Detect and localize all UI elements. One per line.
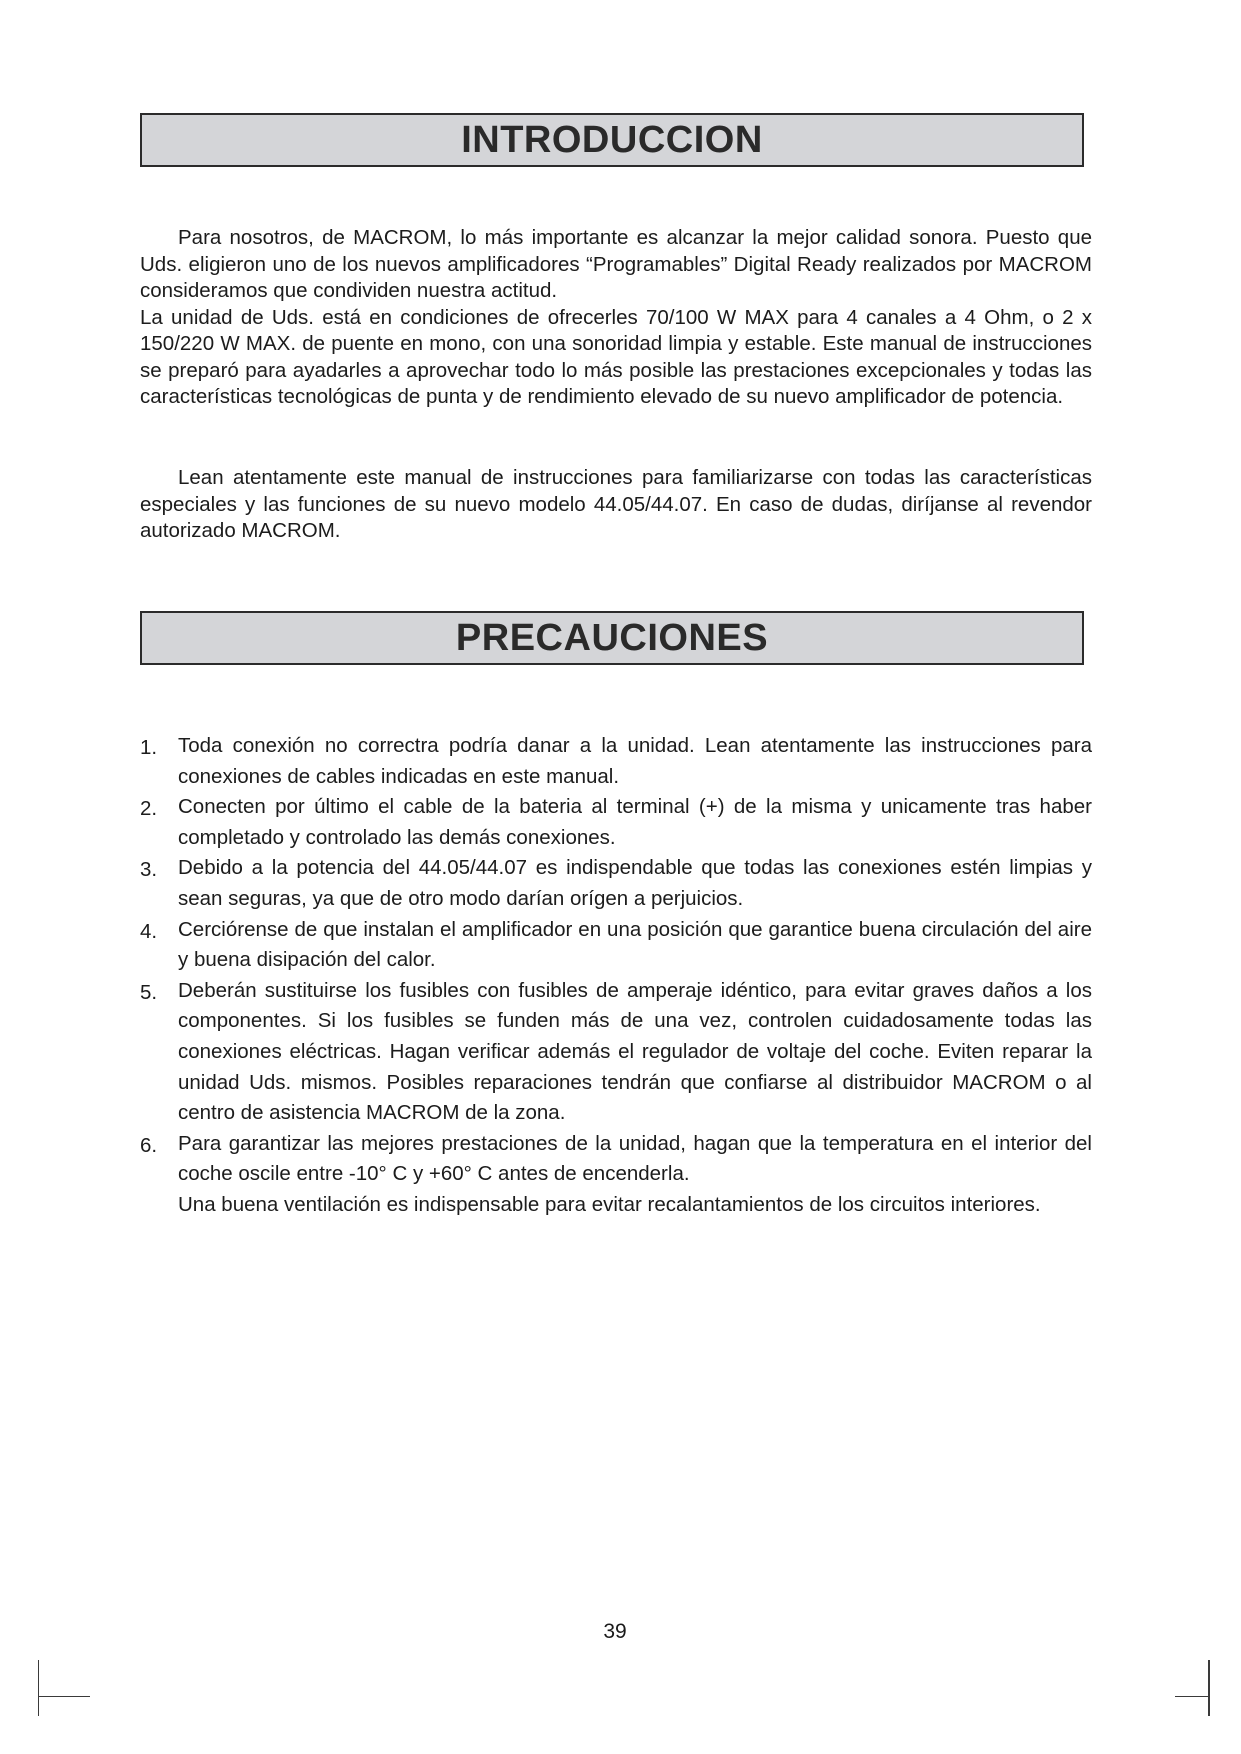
precaution-item-6 [140, 1129, 1092, 1221]
precaution-text: Toda conexión no correctra podría danar a la unidad. Lean atentamente las instrucciones para conexiones de cables indicadas en este manual. [178, 734, 1092, 788]
crop-mark-left-vertical [38, 1660, 39, 1716]
precaution-extra-text: Una buena ventilación es indispensable para evitar recalantamientos de los circuitos interiores. [178, 1192, 1041, 1216]
introduccion-heading-banner [140, 113, 1084, 167]
precautions-list [140, 731, 1092, 1221]
precaution-item-4 [140, 915, 1092, 976]
precaution-item-3 [140, 853, 1092, 914]
precaution-number: 5. [140, 980, 158, 1004]
precauciones-title: PRECAUCIONES [455, 617, 769, 659]
precaution-number: 4. [140, 919, 158, 943]
precaution-text: Conecten por último el cable de la bateria al terminal (+) de la misma y unicamente tras haber completado y controlado las demás conexiones. [178, 795, 1092, 849]
crop-mark-right-horizontal [1175, 1696, 1210, 1697]
introduction-paragraph-1a: Para nosotros, de MACROM, lo más importante es alcanzar la mejor calidad sonora. Puesto que Uds. eligieron uno de los nuevos amplificadores “Programables” Digital Ready realizados por MACROM consideramos que condividen nuestra actitud. [140, 226, 1092, 302]
introduccion-title: INTRODUCCION [461, 119, 763, 161]
precaution-text: Debido a la potencia del 44.05/44.07 es indispendable que todas las conexiones estén limpias y sean seguras, ya que de otro modo darían orígen a perjuicios. [178, 856, 1092, 910]
precaution-item-5 [140, 976, 1092, 1129]
crop-mark-right-vertical [1208, 1660, 1210, 1716]
crop-mark-left-horizontal [38, 1696, 90, 1697]
precaution-text: Cerciórense de que instalan el amplificador en una posición que garantice buena circulación del aire y buena disipación del calor. [178, 917, 1092, 972]
introduction-paragraph-2: Lean atentamente este manual de instrucciones para familiarizarse con todas las características especiales y las funciones de su nuevo modelo 44.05/44.07. En caso de dudas, diríjanse al revendor autorizado MACROM. [140, 466, 1092, 542]
precaution-text: Deberán sustituirse los fusibles con fusibles de amperaje idéntico, para evitar graves daños a los componentes. Si los fusibles se funden más de una vez, controlen cuidadosamente todas las conexiones eléctricas. Hagan verificar además el regulador de voltaje del coche. Eviten reparar la unidad Uds. mismos. Posibles reparaciones tendrán que confiarse al distribuidor MACROM o al centro de asistencia MACROM de la zona. [178, 978, 1092, 1125]
precaution-number: 3. [140, 858, 158, 882]
precaution-number: 2. [140, 797, 158, 821]
precauciones-heading-banner [140, 611, 1084, 665]
precaution-number: 6. [140, 1133, 158, 1157]
precaution-item-1 [140, 731, 1092, 792]
introduction-paragraph-group-2 [140, 465, 1092, 545]
introduction-paragraph-1b: La unidad de Uds. está en condiciones de ofrecerles 70/100 W MAX para 4 canales a 4 Ohm, o 2 x 150/220 W MAX. de puente en mono, con una sonoridad limpia y estable. Este manual de instrucciones se preparó para ayadarles a aprovechar todo lo más posible las prestaciones excepcionales y todas las características tecnológicas de punta y de rendimiento elevado de su nuevo amplificador de potencia. [140, 305, 1092, 408]
precaution-text: Para garantizar las mejores prestaciones de la unidad, hagan que la temperatura en el interior del coche oscile entre -10° C y +60° C antes de encenderla. [178, 1131, 1092, 1186]
precaution-number: 1. [140, 736, 158, 759]
page-number: 39 [603, 1620, 627, 1643]
precaution-item-2 [140, 792, 1092, 853]
introduction-paragraph-group-1 [140, 225, 1092, 411]
